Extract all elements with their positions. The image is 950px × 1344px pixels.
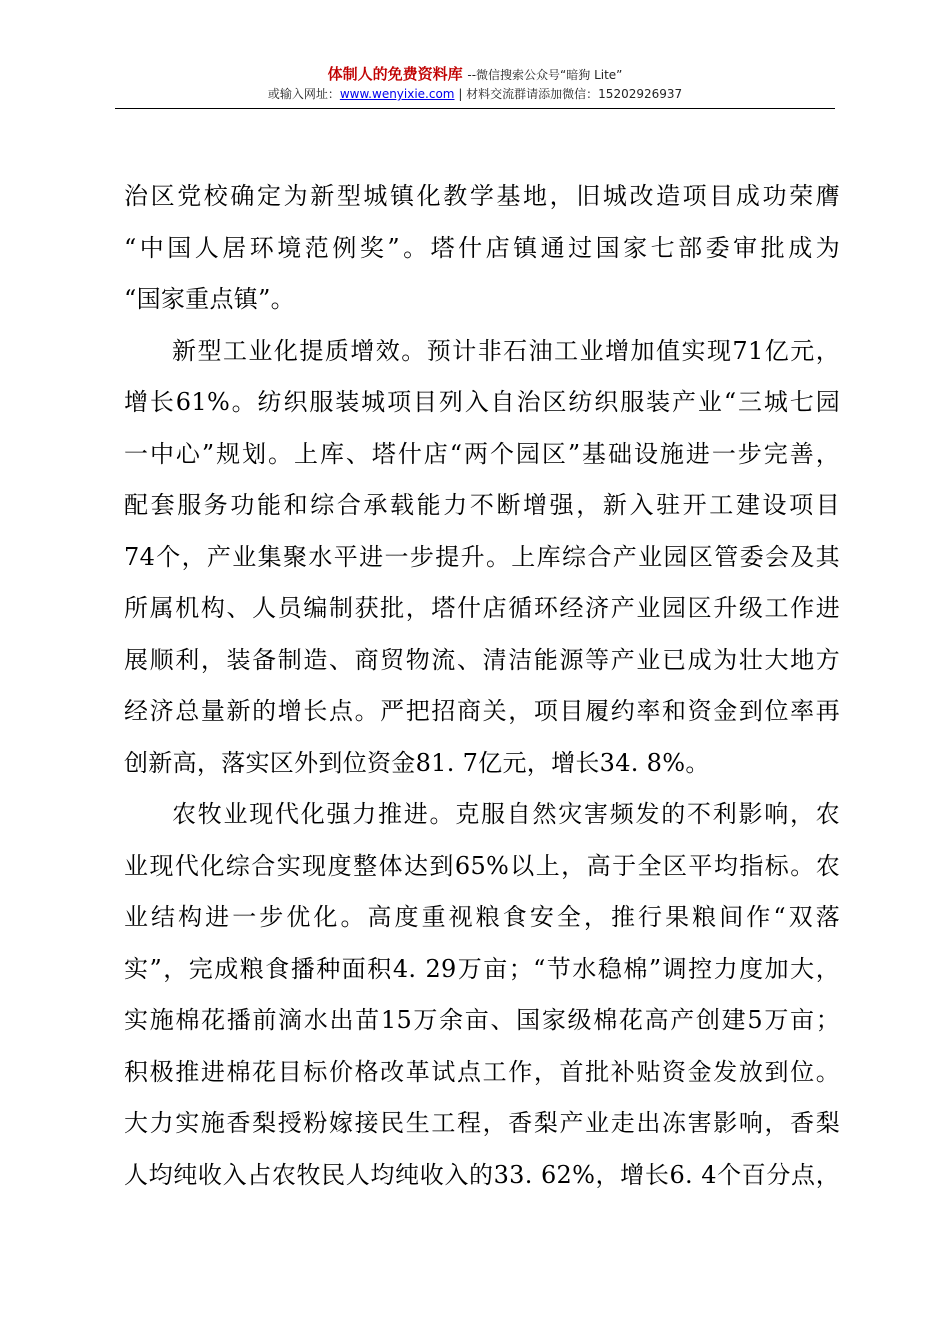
text-line: 74个，产业集聚水平进一步提升。上库综合产业园区管委会及其 — [124, 542, 840, 571]
text-line: 实施棉花播前滴水出苗15万余亩、国家级棉花高产创建5万亩； — [124, 1006, 840, 1034]
paragraph-start-line: 新型工业化提质增效。预计非石油工业增加值实现71亿元， — [172, 336, 840, 365]
text-line: 积极推进棉花目标价格改革试点工作，首批补贴资金发放到位。 — [124, 1057, 840, 1086]
url-prefix: 或输入网址： — [267, 87, 340, 101]
text-line: 人均纯收入占农牧民人均纯收入的33. 62%，增长6. 4个百分点， — [124, 1160, 840, 1189]
text-line: “中国人居环境范例奖”。塔什店镇通过国家七部委审批成为 — [124, 233, 840, 262]
text-line: 增长61%。纺织服装城项目列入自治区纺织服装产业“三城七园 — [124, 388, 840, 416]
text-line: 创新高，落实区外到位资金81. 7亿元，增长34. 8%。 — [124, 748, 710, 777]
text-line: 所属机构、人员编制获批，塔什店循环经济产业园区升级工作进 — [124, 594, 840, 622]
header-title-line — [115, 64, 835, 85]
text-line: 配套服务功能和综合承载能力不断增强，新入驻开工建设项目 — [124, 491, 840, 519]
page-header — [115, 64, 835, 103]
header-subtitle: --微信搜索公众号“暗狗 Lite” — [467, 68, 623, 82]
website-link[interactable]: www.wenyixie.com — [339, 87, 455, 101]
brand-title: 体制人的免费资料库 — [327, 65, 463, 83]
document-body — [124, 171, 840, 1201]
header-divider — [115, 108, 835, 109]
paragraph-start-line: 农牧业现代化强力推进。克服自然灾害频发的不利影响，农 — [172, 800, 840, 828]
text-line: 治区党校确定为新型城镇化教学基地，旧城改造项目成功荣膺 — [124, 182, 840, 210]
header-contact-line — [115, 85, 835, 103]
text-line: 业结构进一步优化。高度重视粮食安全，推行果粮间作“双落 — [124, 903, 840, 931]
text-line: 一中心”规划。上库、塔什店“两个园区”基础设施进一步完善， — [124, 439, 840, 468]
text-line: “国家重点镇”。 — [124, 285, 295, 313]
contact-info: | 材料交流群请添加微信：15202926937 — [454, 87, 683, 101]
text-line: 实”，完成粮食播种面积4. 29万亩；“节水稳棉”调控力度加大， — [124, 954, 840, 983]
text-line: 展顺利，装备制造、商贸物流、清洁能源等产业已成为壮大地方 — [124, 645, 840, 674]
text-line: 经济总量新的增长点。严把招商关，项目履约率和资金到位率再 — [124, 697, 840, 725]
text-line: 业现代化综合实现度整体达到65%以上，高于全区平均指标。农 — [124, 851, 840, 880]
text-line: 大力实施香梨授粉嫁接民生工程，香梨产业走出冻害影响，香梨 — [124, 1109, 840, 1137]
